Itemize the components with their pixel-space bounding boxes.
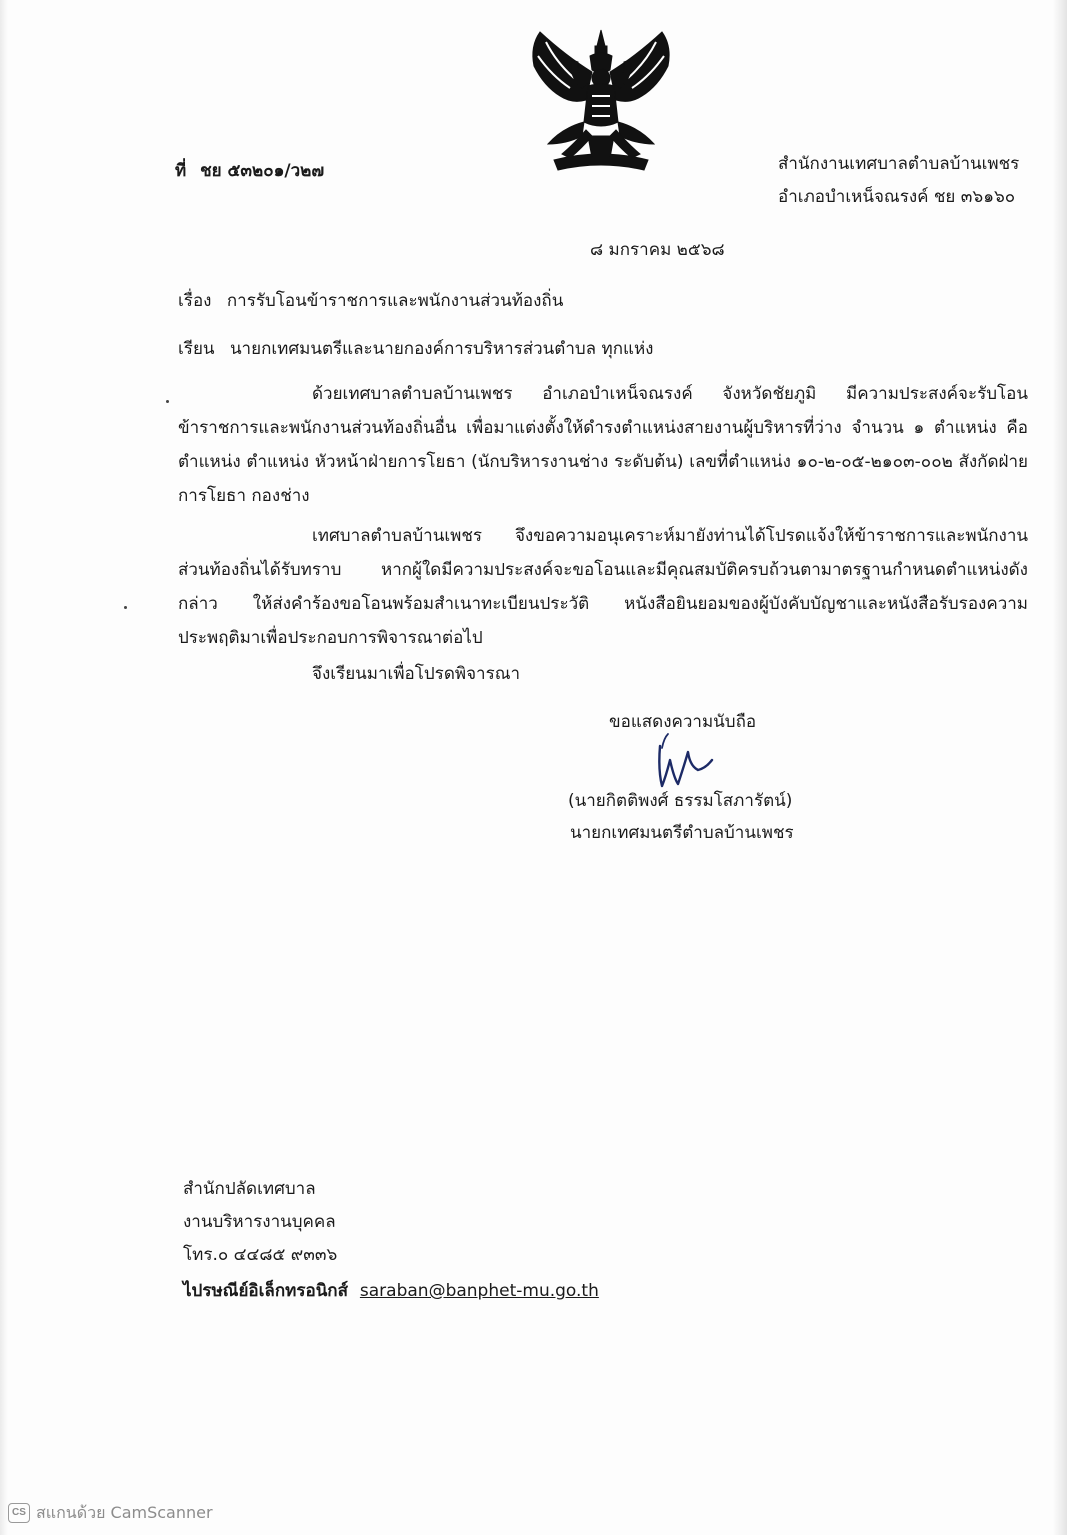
addressee-text: นายกเทศมนตรีและนายกองค์การบริหารส่วนตำบล ทุกแห่ง [229, 339, 654, 359]
body-paragraph-1-text: ด้วยเทศบาลตำบลบ้านเพชร อำเภอบำเหน็จณรงค์ จังหวัดชัยภูมิ มีความประสงค์จะรับโอนข้าราชการและพนักงานส่วนท้องถิ่นอื่น เพื่อมาแต่งตั้งให้ดำรงตำแหน่งสายงานผู้บริหารที่ว่าง จำนวน ๑ ตำแหน่ง คือตำแหน่ง ตำแหน่ง หัวหน้าฝ่ายการโยธา (นักบริหารงานช่าง ระดับต้น) เลขที่ตำแหน่ง ๑๐-๒-๐๕-๒๑๐๓-๐๐๒ สังกัดฝ่ายการโยธา กองช่าง [178, 384, 1028, 506]
reference-number-line [175, 160, 324, 182]
page-edge-shadow [0, 0, 8, 1535]
subject-line [178, 290, 563, 312]
body-paragraph-2 [178, 519, 1028, 655]
signer-name: (นายกิตติพงศ์ ธรรมโสภารัตน์) [568, 791, 793, 811]
camscanner-watermark [8, 1502, 213, 1524]
body-paragraph-2-text: เทศบาลตำบลบ้านเพชร จึงขอความอนุเคราะห์มายังท่านได้โปรดแจ้งให้ข้าราชการและพนักงานส่วนท้องถิ่นได้รับทราบ หากผู้ใดมีความประสงค์จะขอโอนและมีคุณสมบัติครบถ้วนตามาตรฐานกำหนดตำแหน่งดังกล่าว ให้ส่งคำร้องขอโอนพร้อมสำเนาทะเบียนประวัติ หนังสือยินยอมของผู้บังคับบัญชาและหนังสือรับรองความประพฤติมาเพื่อประกอบการพิจารณาต่อไป [178, 526, 1028, 648]
camscanner-logo-icon: CS [8, 1503, 30, 1523]
closing-sentence: จึงเรียนมาเพื่อโปรดพิจารณา [312, 664, 521, 684]
subject-label: เรื่อง [178, 291, 212, 311]
scan-speck [124, 606, 127, 609]
footer-department: สำนักปลัดเทศบาล [183, 1179, 316, 1199]
issuing-office-address: อำเภอบำเหน็จณรงค์ ชย ๓๖๑๖๐ [778, 187, 1016, 207]
letter-date: ๘ มกราคม ๒๕๖๘ [590, 240, 725, 260]
footer-phone: โทร.๐ ๔๔๘๕ ๙๓๓๖ [183, 1245, 338, 1265]
footer-section: งานบริหารงานบุคคล [183, 1212, 336, 1232]
footer-email-link[interactable]: saraban@banphet-mu.go.th [359, 1281, 599, 1301]
signature-mark [646, 726, 722, 796]
camscanner-watermark-text: สแกนด้วย CamScanner [36, 1502, 213, 1522]
scan-speck [166, 400, 169, 403]
addressee-line [178, 338, 653, 360]
footer-email-label: ไปรษณีย์อิเล็กทรอนิกส์ [183, 1281, 348, 1301]
issuing-office: สำนักงานเทศบาลตำบลบ้านเพชร [778, 154, 1020, 174]
footer-email-line [183, 1280, 599, 1302]
page-right-shadow [1053, 0, 1067, 1535]
reference-label: ที่ [175, 161, 187, 181]
complimentary-close: ขอแสดงความนับถือ [609, 712, 757, 732]
signer-title: นายกเทศมนตรีตำบลบ้านเพชร [570, 823, 794, 843]
addressee-label: เรียน [178, 339, 215, 359]
garuda-emblem-icon [526, 26, 676, 174]
reference-number: ชย ๕๓๒๐๑/ว๒๗ [200, 161, 325, 181]
body-paragraph-1 [178, 377, 1028, 513]
subject-text: การรับโอนข้าราชการและพนักงานส่วนท้องถิ่น [226, 291, 564, 311]
